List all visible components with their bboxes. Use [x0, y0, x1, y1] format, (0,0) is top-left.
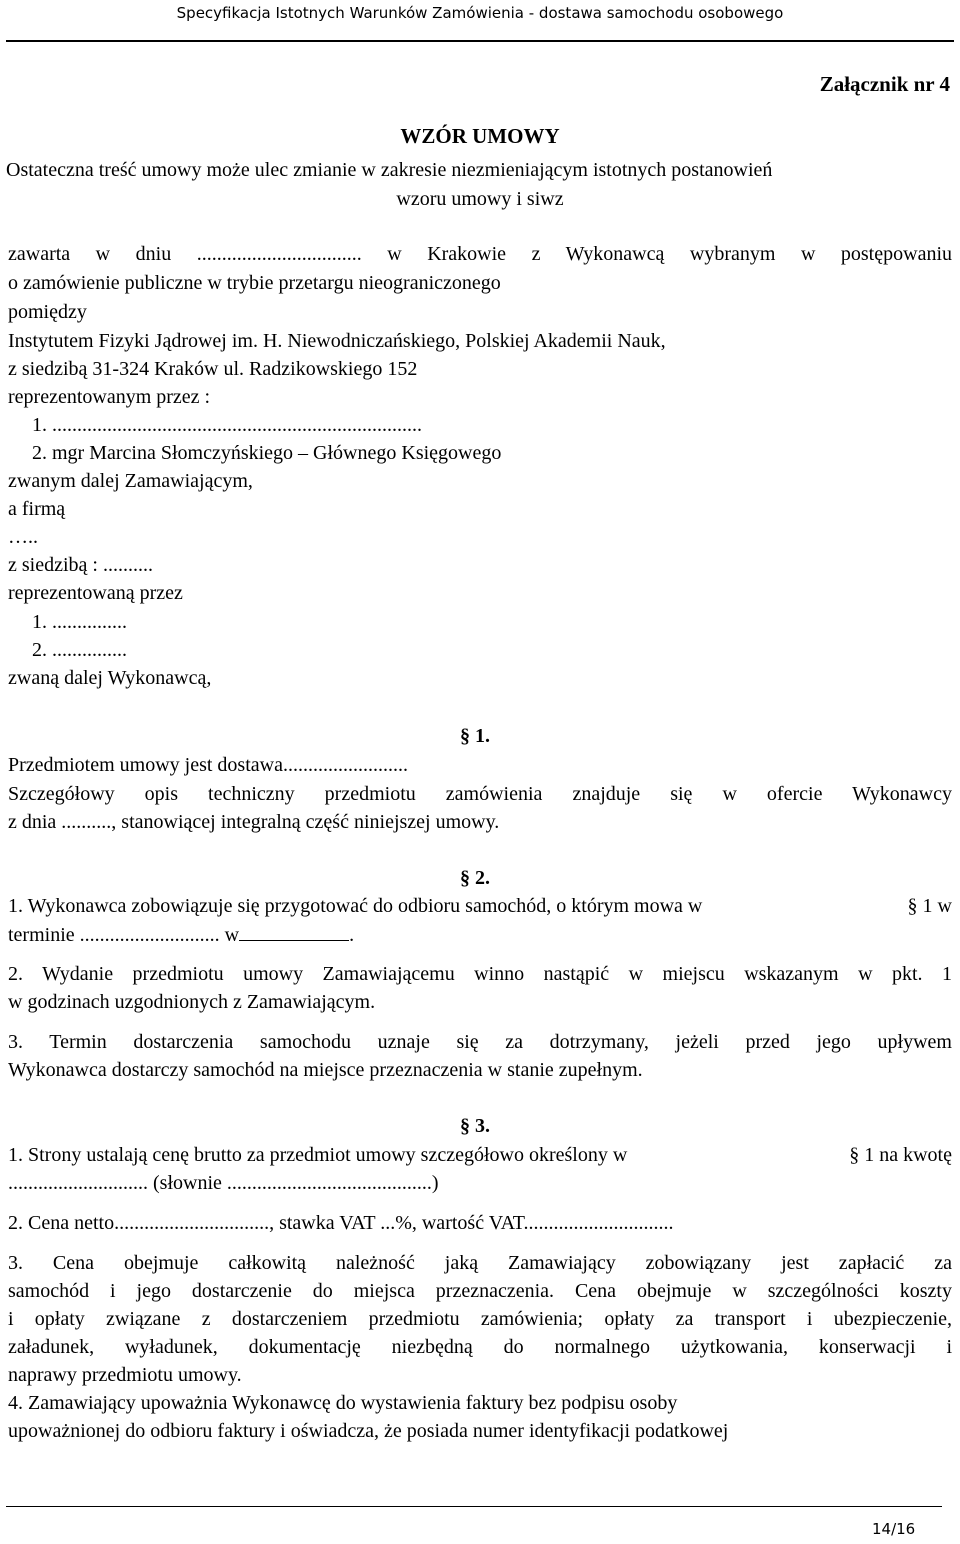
s3-p3-line: załadunek, wyładunek, dokumentację niezbędną do normalnego użytkowania, konserwacji i: [8, 1336, 952, 1358]
s3-p1-text: 1. Strony ustalają cenę brutto za przedmiot umowy szczegółowo określony w: [8, 1144, 628, 1166]
s2-p1-end: .: [349, 924, 355, 946]
note-line-1: Ostateczna treść umowy może ulec zmianie w zakresie niezmieniającym istotnych postanowień: [6, 159, 773, 181]
intro-line: z siedzibą : ..........: [8, 554, 153, 576]
s2-p2-line-2: w godzinach uzgodnionych z Zamawiającym.: [8, 991, 376, 1013]
s3-p1-ref: § 1 na kwotę: [849, 1144, 952, 1166]
intro-line: z siedzibą 31-324 Kraków ul. Radzikowskiego 152: [8, 358, 418, 380]
footer-rule: [6, 1506, 942, 1507]
s2-p1-ref-text: 1 w: [922, 895, 952, 917]
attachment-label: Załącznik nr 4: [819, 72, 950, 96]
note-line-2: wzoru umowy i siwz: [396, 188, 564, 210]
intro-line: reprezentowaną przez: [8, 582, 183, 604]
page-number: 14/16: [872, 1520, 916, 1538]
section-2-heading: [460, 868, 490, 888]
intro-line: a firmą: [8, 498, 66, 520]
s3-p4-line-1: 4. Zamawiający upoważnia Wykonawcę do wystawienia faktury bez podpisu osoby: [8, 1392, 678, 1414]
section-number: 3.: [475, 1115, 490, 1137]
underline-blank: [239, 924, 349, 941]
s3-p2: 2. Cena netto..............................., stawka VAT ...%, wartość VAT..............................: [8, 1212, 674, 1234]
intro-line: Instytutem Fizyki Jądrowej im. H. Niewodniczańskiego, Polskiej Akademii Nauk,: [8, 330, 666, 352]
intro-line: reprezentowanym przez :: [8, 386, 211, 408]
s1-line-2: Szczegółowy opis techniczny przedmiotu zamówienia znajduje się w ofercie Wykonawcy: [8, 783, 952, 805]
section-number: 1.: [475, 725, 490, 747]
s2-p1-line-1: [8, 896, 952, 916]
intro-line: zawarta w dniu ................................. w Krakowie z Wykonawcą wybranym w postępowaniu: [8, 243, 952, 265]
intro-line: pomiędzy: [8, 301, 87, 323]
s2-p3-line-1: 3. Termin dostarczenia samochodu uznaje się za dotrzymany, jeżeli przed jego upływem: [8, 1031, 952, 1053]
s3-p1-line-1: [8, 1145, 952, 1165]
section-symbol: §: [460, 867, 470, 889]
section-symbol: §: [460, 725, 470, 747]
header-rule: [6, 40, 954, 42]
s1-line-1: Przedmiotem umowy jest dostawa.........................: [8, 754, 408, 776]
section-number: 2.: [475, 867, 490, 889]
s3-p1-line-2: ............................ (słownie .........................................): [8, 1172, 439, 1194]
s3-p4-line-2: upoważnionej do odbioru faktury i oświadcza, że posiada numer identyfikacji podatkowej: [8, 1420, 729, 1442]
section-3-heading: [460, 1116, 490, 1136]
s3-p3-line: samochód i jego dostarczenie do miejsca przeznaczenia. Cena obejmuje w szczególności koszty: [8, 1280, 952, 1302]
intro-line: 2. ...............: [32, 639, 127, 661]
section-symbol: §: [460, 1115, 470, 1137]
s2-p1-ref: § 1 w: [907, 895, 952, 917]
section-1-heading: [460, 726, 490, 746]
s1-line-3: z dnia .........., stanowiącej integralną część niniejszej umowy.: [8, 811, 500, 833]
document-heading: WZÓR UMOWY: [400, 124, 560, 148]
page-header: Specyfikacja Istotnych Warunków Zamówienia - dostawa samochodu osobowego: [176, 4, 784, 22]
s2-p1-line-2: [8, 924, 354, 945]
intro-line: …..: [8, 526, 38, 548]
s3-p3-line: i opłaty związane z dostarczeniem przedmiotu zamówienia; opłaty za transport i ubezpieczenie,: [8, 1308, 952, 1330]
s3-p3-line: naprawy przedmiotu umowy.: [8, 1364, 242, 1386]
intro-line: 1. ..........................................................................: [32, 414, 422, 436]
intro-line: 1. ...............: [32, 611, 127, 633]
intro-line: o zamówienie publiczne w trybie przetargu nieograniczonego: [8, 272, 501, 294]
s2-p1-line-2-text: terminie ............................ w: [8, 924, 240, 946]
s3-p3-line: 3. Cena obejmuje całkowitą należność jaką Zamawiający zobowiązany jest zapłacić za: [8, 1252, 952, 1274]
s3-p1-ref-text: 1 na kwotę: [864, 1144, 952, 1166]
intro-line: zwaną dalej Wykonawcą,: [8, 667, 212, 689]
s2-p3-line-2: Wykonawca dostarczy samochód na miejsce przeznaczenia w stanie zupełnym.: [8, 1059, 643, 1081]
intro-line: zwanym dalej Zamawiającym,: [8, 470, 253, 492]
s2-p1-text: 1. Wykonawca zobowiązuje się przygotować do odbioru samochód, o którym mowa w: [8, 895, 703, 917]
s2-p2-line-1: 2. Wydanie przedmiotu umowy Zamawiającemu winno nastąpić w miejscu wskazanym w pkt. 1: [8, 963, 952, 985]
intro-line: 2. mgr Marcina Słomczyńskiego – Głównego Księgowego: [32, 442, 502, 464]
